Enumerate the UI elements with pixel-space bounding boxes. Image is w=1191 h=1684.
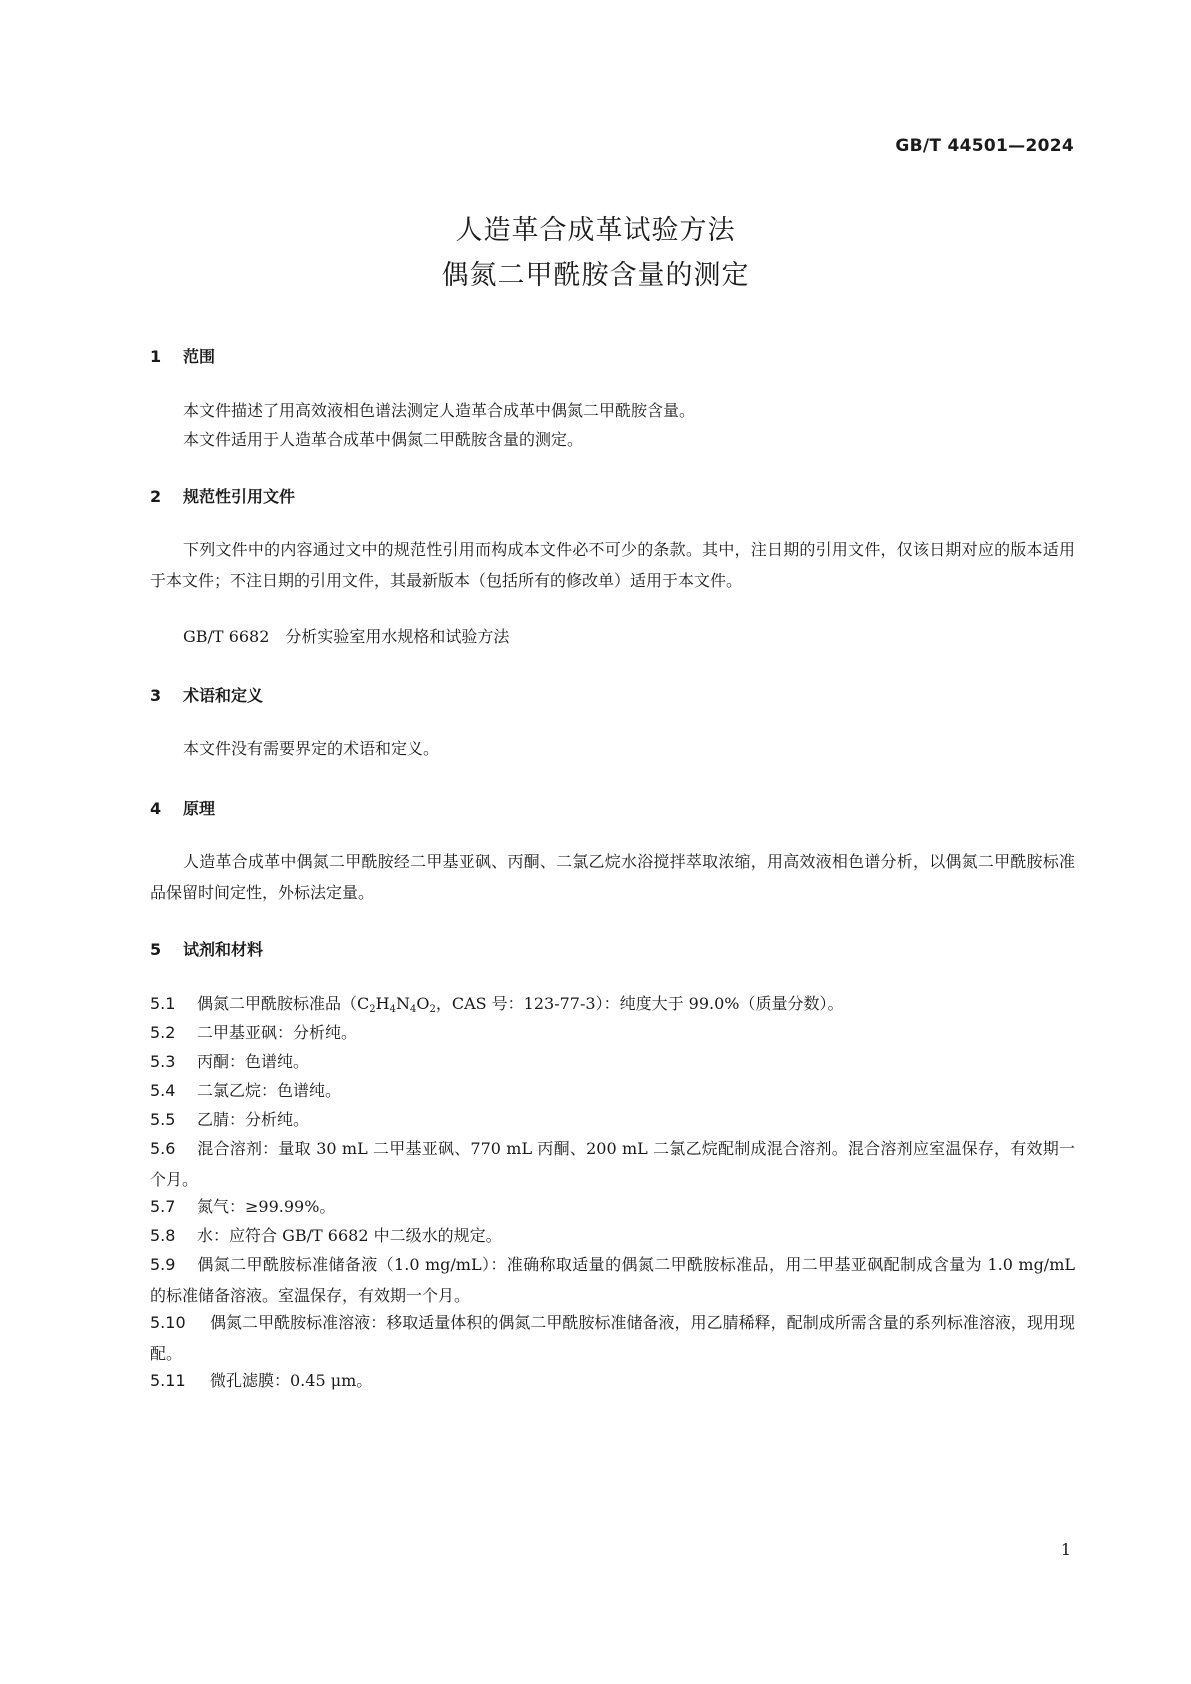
subscript: 2 bbox=[429, 1004, 436, 1015]
item-text: 乙腈：分析纯。 bbox=[197, 1110, 310, 1129]
item-text-pre: 偶氮二甲酰胺标准品（C bbox=[197, 994, 370, 1013]
subscript: 4 bbox=[409, 1004, 417, 1015]
section-title: 规范性引用文件 bbox=[183, 487, 296, 506]
item-text: 偶氮二甲酰胺标准储备液（1.0 mg/mL）：准确称取适量的偶氮二甲酰胺标准品，用二甲基亚砜配制成含量为 1.0 mg/mL 的标准储备溶液。室温保存，有效期一个月。 bbox=[150, 1255, 1075, 1305]
item-number: 5.11 bbox=[150, 1371, 186, 1390]
item-number: 5.4 bbox=[150, 1081, 176, 1100]
item-number: 5.5 bbox=[150, 1110, 176, 1129]
item-number: 5.1 bbox=[150, 994, 176, 1013]
formula-element: O bbox=[416, 994, 430, 1013]
standard-code: GB/T 44501—2024 bbox=[895, 136, 1074, 156]
item-5-4 bbox=[150, 1075, 1075, 1106]
document-title-line2: 偶氮二甲酰胺含量的测定 bbox=[441, 260, 750, 291]
section-2-paragraph-1: 下列文件中的内容通过文中的规范性引用而构成本文件必不可少的条款。其中，注日期的引用文件，仅该日期对应的版本适用于本文件；不注日期的引用文件，其最新版本（包括所有的修改单）适用于本文件。 bbox=[150, 540, 1075, 590]
section-1-paragraph-1: 本文件描述了用高效液相色谱法测定人造革合成革中偶氮二甲酰胺含量。 bbox=[183, 401, 696, 420]
section-number: 2 bbox=[150, 487, 162, 506]
item-5-5 bbox=[150, 1104, 1075, 1135]
section-title: 范围 bbox=[183, 347, 216, 366]
item-text: 丙酮：色谱纯。 bbox=[197, 1052, 310, 1071]
section-number: 3 bbox=[150, 686, 162, 705]
item-text: 微孔滤膜：0.45 μm。 bbox=[210, 1371, 373, 1390]
section-title: 试剂和材料 bbox=[183, 940, 264, 959]
item-number: 5.10 bbox=[150, 1313, 186, 1332]
page-number: 1 bbox=[1060, 1540, 1071, 1559]
section-2-heading bbox=[150, 484, 295, 507]
item-5-6 bbox=[150, 1133, 1075, 1195]
section-number: 5 bbox=[150, 940, 162, 959]
item-5-7 bbox=[150, 1191, 1075, 1222]
section-4-paragraph-1: 人造革合成革中偶氮二甲酰胺经二甲基亚砜、丙酮、二氯乙烷水浴搅拌萃取浓缩，用高效液相色谱分析，以偶氮二甲酰胺标准品保留时间定性，外标法定量。 bbox=[150, 852, 1075, 902]
formula-element: H bbox=[375, 994, 390, 1013]
item-number: 5.6 bbox=[150, 1139, 176, 1158]
item-text: 偶氮二甲酰胺标准溶液：移取适量体积的偶氮二甲酰胺标准储备液，用乙腈稀释，配制成所需含量的系列标准溶液，现用现配。 bbox=[150, 1313, 1075, 1363]
item-5-1 bbox=[150, 988, 1075, 1019]
item-text: 二甲基亚砜：分析纯。 bbox=[197, 1023, 358, 1042]
item-5-3 bbox=[150, 1046, 1075, 1077]
section-4-heading bbox=[150, 796, 215, 819]
item-number: 5.8 bbox=[150, 1226, 176, 1245]
section-title: 原理 bbox=[183, 799, 216, 818]
item-number: 5.9 bbox=[150, 1255, 176, 1274]
item-5-11 bbox=[150, 1365, 1075, 1396]
item-text: 水：应符合 GB/T 6682 中二级水的规定。 bbox=[197, 1226, 502, 1245]
section-5-heading bbox=[150, 937, 263, 960]
item-5-10 bbox=[150, 1307, 1075, 1369]
section-3-heading bbox=[150, 683, 263, 706]
section-number: 4 bbox=[150, 799, 162, 818]
item-number: 5.3 bbox=[150, 1052, 176, 1071]
subscript: 2 bbox=[369, 1004, 376, 1015]
section-1-paragraph-2: 本文件适用于人造革合成革中偶氮二甲酰胺含量的测定。 bbox=[183, 430, 584, 449]
item-text: 混合溶剂：量取 30 mL 二甲基亚砜、770 mL 丙酮、200 mL 二氯乙烷配制成混合溶剂。混合溶剂应室温保存，有效期一个月。 bbox=[150, 1139, 1075, 1189]
item-text-post: ，CAS 号：123-77-3）：纯度大于 99.0%（质量分数）。 bbox=[435, 994, 844, 1013]
subscript: 4 bbox=[389, 1004, 396, 1015]
section-1-heading bbox=[150, 344, 215, 367]
formula-element: N bbox=[395, 994, 410, 1013]
item-5-9 bbox=[150, 1249, 1075, 1311]
item-5-2 bbox=[150, 1017, 1075, 1048]
item-text: 二氯乙烷：色谱纯。 bbox=[197, 1081, 342, 1100]
section-title: 术语和定义 bbox=[183, 686, 264, 705]
item-number: 5.2 bbox=[150, 1023, 176, 1042]
section-number: 1 bbox=[150, 347, 162, 366]
normative-reference: GB/T 6682 分析实验室用水规格和试验方法 bbox=[183, 627, 510, 646]
section-3-paragraph-1: 本文件没有需要界定的术语和定义。 bbox=[183, 739, 440, 758]
item-text: 氮气：≥99.99%。 bbox=[197, 1197, 336, 1216]
item-number: 5.7 bbox=[150, 1197, 176, 1216]
item-5-8 bbox=[150, 1220, 1075, 1251]
document-title-line1: 人造革合成革试验方法 bbox=[455, 215, 736, 246]
